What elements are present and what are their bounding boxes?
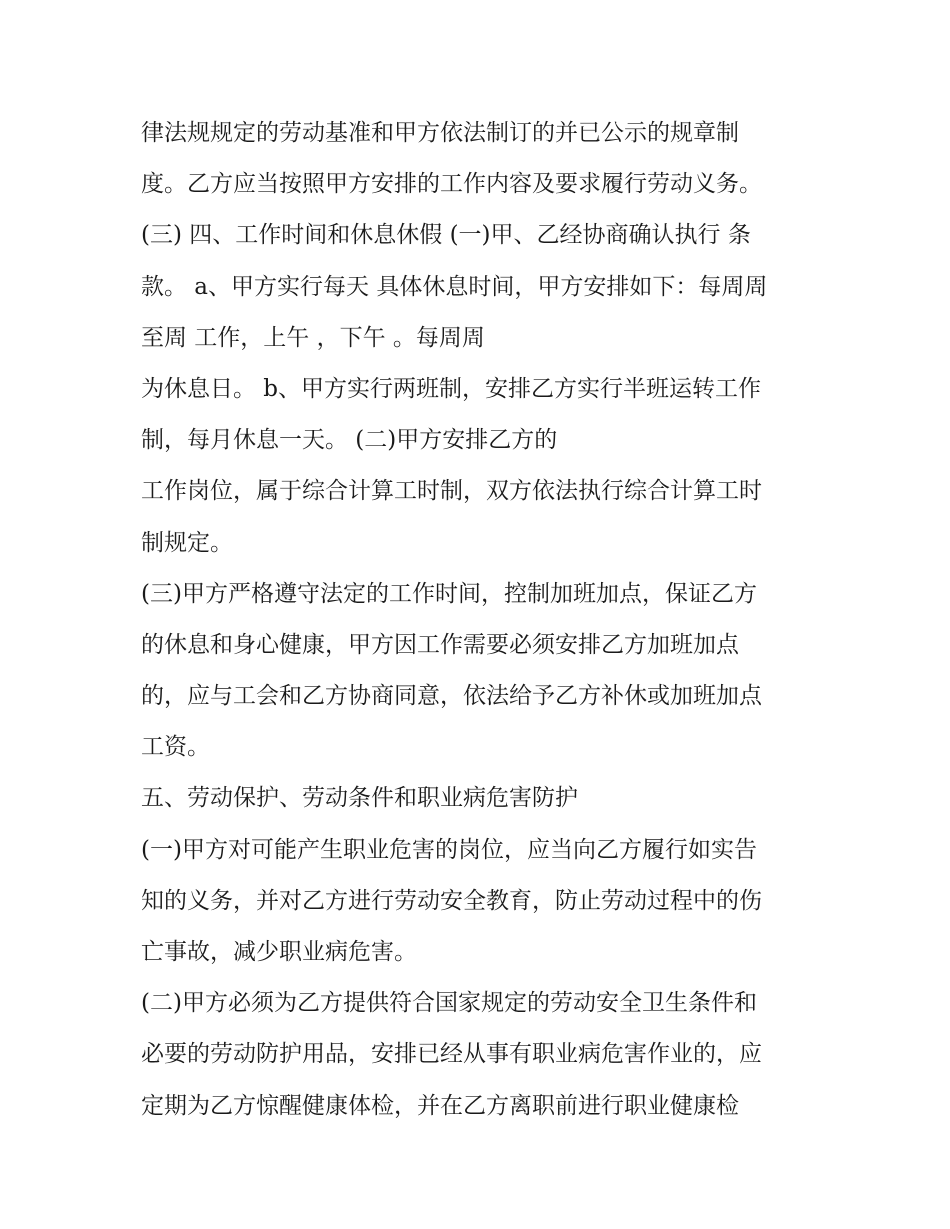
text-line: 律法规规定的劳动基准和甲方依法制订的并已公示的规章制: [141, 120, 739, 146]
text-line: 知的义务，并对乙方进行劳动安全教育，防止劳动过程中的伤: [141, 887, 762, 914]
document-body: [141, 108, 831, 1132]
text-line: 款。 a、甲方实行每天 具体休息时间，甲方安排如下：每周周: [141, 273, 768, 300]
text-line: 的休息和身心健康，甲方因工作需要必须安排乙方加班加点: [141, 631, 739, 658]
text-line: (二)甲方必须为乙方提供符合国家规定的劳动安全卫生条件和: [141, 990, 757, 1017]
text-line: 制规定。: [141, 529, 233, 556]
text-line: 亡事故，减少职业病危害。: [141, 939, 417, 965]
text-line: 至周 工作，上午 ，下午 。每周周: [141, 324, 485, 351]
text-line: 定期为乙方惊醒健康体检，并在乙方离职前进行职业健康检: [141, 1092, 739, 1119]
text-line: 制，每月休息一天。 (二)甲方安排乙方的: [141, 427, 558, 454]
text-line: (三)甲方严格遵守法定的工作时间，控制加班加点，保证乙方: [141, 580, 757, 607]
text-line: (一)甲方对可能产生职业危害的岗位，应当向乙方履行如实告: [141, 836, 757, 863]
text-line: 的，应与工会和乙方协商同意，依法给予乙方补休或加班加点: [141, 683, 762, 710]
text-line: 工资。: [141, 734, 210, 761]
section-heading: 五、劳动保护、劳动条件和职业病危害防护: [141, 785, 578, 812]
text-line: (三) 四、工作时间和休息休假 (一)甲、乙经协商确认执行 条: [141, 222, 751, 249]
text-line: 度。乙方应当按照甲方安排的工作内容及要求履行劳动义务。: [141, 171, 762, 198]
text-line: 为休息日。 b、甲方实行两班制，安排乙方实行半班运转工作: [141, 375, 762, 402]
text-line: 必要的劳动防护用品，安排已经从事有职业病危害作业的，应: [141, 1041, 762, 1068]
text-line: 工作岗位，属于综合计算工时制，双方依法执行综合计算工时: [141, 478, 762, 505]
